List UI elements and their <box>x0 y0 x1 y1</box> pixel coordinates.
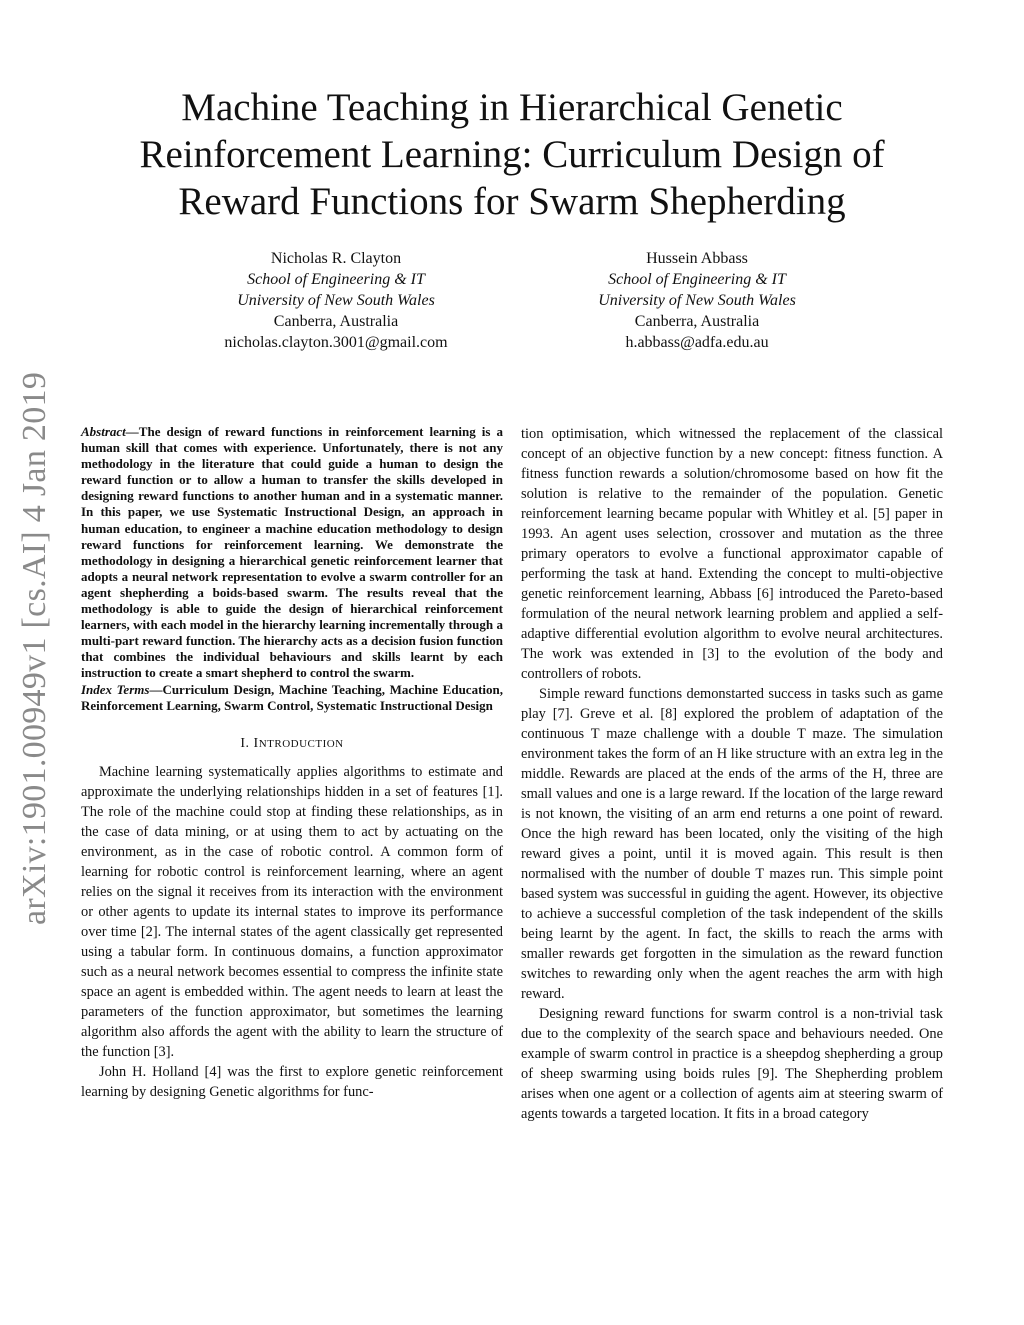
author-location: Canberra, Australia <box>634 313 760 330</box>
abstract-label: Abstract— <box>81 424 139 439</box>
section-number: I. I <box>240 735 259 751</box>
title-line: Reward Functions for Swarm Shepherding <box>178 180 846 223</box>
right-column <box>521 424 943 1124</box>
title-line: Reinforcement Learning: Curriculum Design of <box>139 133 885 176</box>
author-block-clayton <box>156 248 516 353</box>
author-university: University of New South Wales <box>598 292 796 309</box>
abstract <box>81 424 503 682</box>
body-paragraph: tion optimisation, which witnessed the replacement of the classical concept of an objective function by a new concept: fitness function. A fitness function rewards a solution/chromosome based on how fit the solution is relative to the remainder of the population. Genetic reinforcement learning became popular with Whitley et al. [5] paper in 1993. An agent uses selection, crossover and mutation as the three primary operators to evolve a functional approximator capable of performing the task at hand. Extending the concept to multi-objective genetic reinforcement learning, Abbass [6] introduced the Pareto-based formulation of the neural network learning problem and applied a self-adaptive differential evolution algorithm to evolve neural architectures. The work was extended in [3] to the evolution of the body and controllers of robots. <box>521 426 943 682</box>
title-line: Machine Teaching in Hierarchical Genetic <box>181 86 843 129</box>
author-location: Canberra, Australia <box>273 313 399 330</box>
body-paragraph: John H. Holland [4] was the first to explore genetic reinforcement learning by designing Genetic algorithms for func- <box>81 1063 503 1100</box>
arxiv-stamp: arXiv:1901.00949v1 [cs.AI] 4 Jan 2019 <box>16 371 53 925</box>
author-school: School of Engineering & IT <box>608 271 786 288</box>
author-name: Nicholas R. Clayton <box>270 250 402 267</box>
author-university: University of New South Wales <box>237 292 435 309</box>
body-paragraph: Simple reward functions demonstarted success in tasks such as game play [7]. Greve et al. [8] explored the problem of adaptation of the continuous T maze challenge with a double T maze. The simulation environment takes the form of an H like structure with an extra leg in the middle. Rewards are placed at the ends of the arms of the H, three are small values and one is a large reward. If the location of the large reward is not known, the visiting of an arm end returns a one point of reward. Once the high reward has been located, only the visiting of the high reward gives a point, until it is moved again. This result is then normalised with the number of double T mazes run. This simple point based system was successful in guiding the agent. However, its objective to achieve a successful completion of the task independent of the skills being learnt by the agent. In fact, the skills to reach the arms with smaller rewards get forgotten in the simulation as the reward function switches to rewarding only when the agent reaches the arm with high reward. <box>521 686 943 1002</box>
section-name: NTRODUCTION <box>258 737 344 750</box>
author-block-abbass <box>517 248 877 353</box>
body-paragraph: Machine learning systematically applies algorithms to estimate and approximate the underlying relationships hidden in a set of features [1]. The role of the machine could stop at finding these relationships, as in the case of data mining, or at using them to act by actuating on the environment, as in the case of robotic control. A common form of learning for robotic control is reinforcement learning, where an agent relies on the signal it receives from its interaction with the environment or other agents to update its internal states to improve its performance over time [2]. The internal states of the agent classically get represented using a tabular form. In continuous domains, a function approximator such as a neural network becomes essential to compress the infinite state space an agent is embedded within. The agent needs to learn at least the parameters of the function approximator, but sometimes the learning algorithm also affords the agent with the ability to learn the structure of the function [3]. <box>81 763 503 1060</box>
abstract-text: The design of reward functions in reinforcement learning is a human skill that comes with experience. Unfortunately, there is not any methodology in the literature that could guide a human to design the reward function or to allow a human to transfer the skills developed in designing reward functions to another human and in a systematic manner. In this paper, we use Systematic Instructional Design, an approach in human education, to engineer a machine education methodology to design reward functions for reinforcement learning. We demonstrate the methodology in designing a hierarchical genetic reinforcement learner that adopts a neural network representation to evolve a swarm controller for an agent shepherding a boids-based swarm. The results reveal that the methodology is able to guide the design of hierarchical reinforcement learners, with each model in the hierarchy learning incrementally through a multi-part reward function. The hierarchy acts as a decision fusion function that combines the individual behaviours and skills learnt by each instruction to create a smart shepherd to control the swarm. <box>81 424 503 681</box>
paper-title <box>100 84 924 225</box>
author-name: Hussein Abbass <box>646 250 748 267</box>
index-terms-text: —Curriculum Design, Machine Teaching, Machine Education, Reinforcement Learning, Swarm Control, Systematic Instructional Design <box>81 681 503 713</box>
author-school: School of Engineering & IT <box>247 271 425 288</box>
index-terms-label: Index Terms <box>81 681 150 697</box>
author-email[interactable]: h.abbass@adfa.edu.au <box>625 334 769 351</box>
index-terms <box>81 682 503 714</box>
section-heading-introduction <box>81 736 503 752</box>
body-paragraph: Designing reward functions for swarm control is a non-trivial task due to the complexity of the search space and behaviours needed. One example of swarm control in practice is a sheepdog shepherding a group of sheep swarming using boids rules [9]. The Shepherding problem arises when one agent or a collection of agents aim at steering swarm of agents towards a targeted location. It fits in a broad category <box>521 1006 943 1122</box>
left-column <box>81 424 503 1102</box>
author-email[interactable]: nicholas.clayton.3001@gmail.com <box>224 334 448 351</box>
